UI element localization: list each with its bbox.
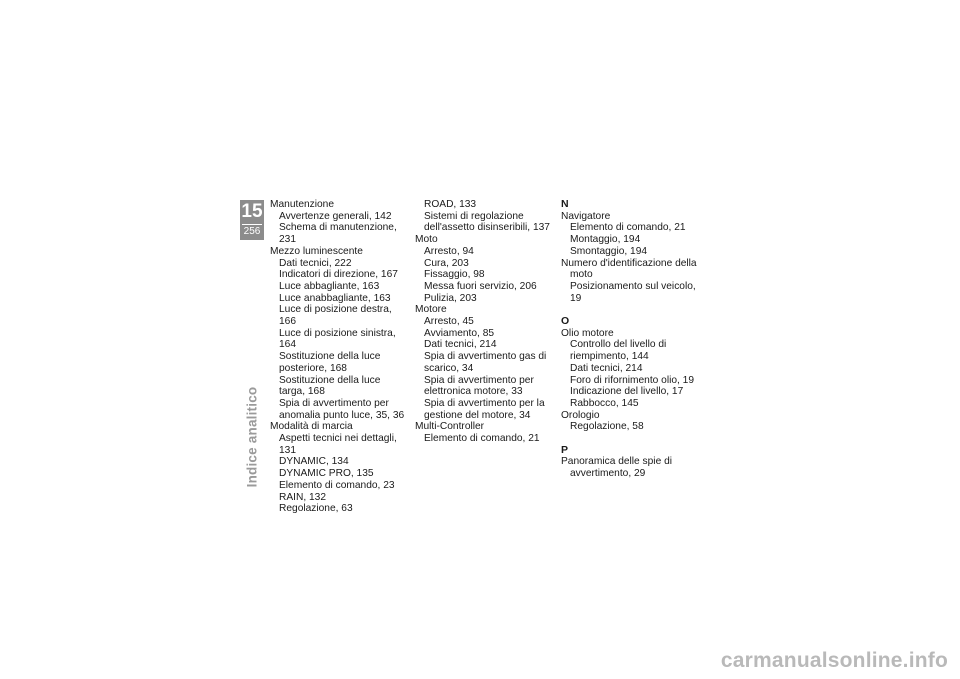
index-subentry: Schema di manutenzione, 231	[279, 222, 397, 246]
index-spacer	[561, 433, 701, 445]
index-term: Navigatore	[561, 210, 611, 222]
index-subentry: Spia di avvertimento per	[424, 374, 534, 386]
index-subentry: Avvertenze generali, 142	[279, 210, 392, 222]
page-number: 256	[243, 226, 261, 237]
section-title: Indice analitico	[244, 386, 260, 488]
chapter-tab	[240, 200, 264, 240]
index-subentry: Regolazione, 58	[570, 421, 644, 433]
index-subentry: RAIN, 132	[279, 491, 326, 503]
index-subentry: ROAD, 133	[424, 199, 477, 210]
index-subentry: Rabbocco, 145	[570, 397, 639, 409]
index-subentry: Dati tecnici, 214	[424, 339, 497, 351]
index-subentry: DYNAMIC PRO, 135	[279, 468, 374, 480]
index-subentry: Foro di rifornimento olio, 19	[570, 374, 695, 386]
index-subentry: Elemento di comando, 21	[570, 222, 686, 234]
index-term: Manutenzione	[270, 199, 335, 210]
index-subentry: riempimento, 144	[570, 351, 649, 363]
chapter-divider	[242, 224, 262, 225]
index-term: Mezzo luminescente	[270, 245, 363, 257]
index-subentry: Luce di posizione sinistra, 164	[279, 327, 396, 351]
index-subentry: Spia di avvertimento gas di	[424, 351, 547, 363]
watermark: carmanualsonline.info	[720, 649, 948, 672]
index-subentry: Elemento di comando, 21	[424, 433, 540, 445]
index-column-2	[415, 199, 551, 445]
index-subentry: Posizionamento sul veicolo, 19	[570, 280, 696, 304]
index-subentry: Fissaggio, 98	[424, 269, 485, 281]
index-subentry: Luce anabbagliante, 163	[279, 292, 391, 304]
index-term: Olio motore	[561, 327, 614, 339]
index-letter-heading: O	[561, 315, 570, 328]
index-term: Numero d'identificazione della	[561, 257, 697, 269]
index-subentry: Montaggio, 194	[570, 234, 641, 246]
index-subentry: targa, 168	[279, 386, 325, 398]
index-subentry: Spia di avvertimento per	[279, 397, 389, 409]
index-subentry: Sostituzione della luce	[279, 374, 381, 386]
section-label	[238, 372, 266, 502]
index-letter-heading: N	[561, 198, 569, 210]
index-subentry: Sistemi di regolazione	[424, 210, 524, 222]
index-term: Motore	[415, 304, 447, 316]
index-subentry: posteriore, 168	[279, 362, 347, 374]
index-term: Moto	[415, 234, 438, 246]
index-subentry: Smontaggio, 194	[570, 245, 648, 257]
index-subentry: avvertimento, 29	[570, 468, 646, 480]
index-subentry: dell'assetto disinseribili, 137	[424, 222, 550, 234]
index-subentry: Controllo del livello di	[570, 339, 667, 351]
index-term: Multi-Controller	[415, 421, 485, 433]
index-subentry: Aspetti tecnici nei dettagli, 131	[279, 433, 397, 456]
index-subentry: Luce abbagliante, 163	[279, 280, 380, 292]
index-subentry: moto	[570, 269, 593, 281]
index-subentry: Arresto, 45	[424, 316, 474, 328]
index-term: Orologio	[561, 409, 600, 421]
index-term: Panoramica delle spie di	[561, 456, 672, 468]
index-subentry: Dati tecnici, 222	[279, 257, 352, 269]
index-subentry: Sostituzione della luce	[279, 351, 381, 363]
index-subentry: scarico, 34	[424, 362, 474, 374]
chapter-number: 15	[241, 201, 263, 222]
index-subentry: DYNAMIC, 134	[279, 456, 349, 468]
index-subentry: Pulizia, 203	[424, 292, 477, 304]
index-subentry: gestione del motore, 34	[424, 409, 531, 421]
index-spacer	[561, 304, 701, 316]
index-subentry: Messa fuori servizio, 206	[424, 280, 537, 292]
index-subentry: Elemento di comando, 23	[279, 479, 395, 491]
index-subentry: Spia di avvertimento per la	[424, 397, 545, 409]
index-subentry: elettronica motore, 33	[424, 386, 523, 398]
index-subentry: Avviamento, 85	[424, 327, 495, 339]
index-subentry: Regolazione, 63	[279, 503, 353, 515]
index-subentry: Dati tecnici, 214	[570, 362, 643, 374]
index-letter-heading: P	[561, 443, 569, 456]
index-subentry: Cura, 203	[424, 257, 469, 269]
index-column-3	[561, 199, 701, 480]
index-subentry: Indicazione del livello, 17	[570, 386, 684, 398]
index-term: Modalità di marcia	[270, 421, 353, 433]
index-subentry: anomalia punto luce, 35, 36	[279, 409, 405, 421]
index-subentry: Luce di posizione destra, 166	[279, 304, 392, 328]
index-column-1	[270, 199, 410, 515]
index-subentry: Indicatori di direzione, 167	[279, 269, 398, 281]
index-subentry: Arresto, 94	[424, 245, 474, 257]
